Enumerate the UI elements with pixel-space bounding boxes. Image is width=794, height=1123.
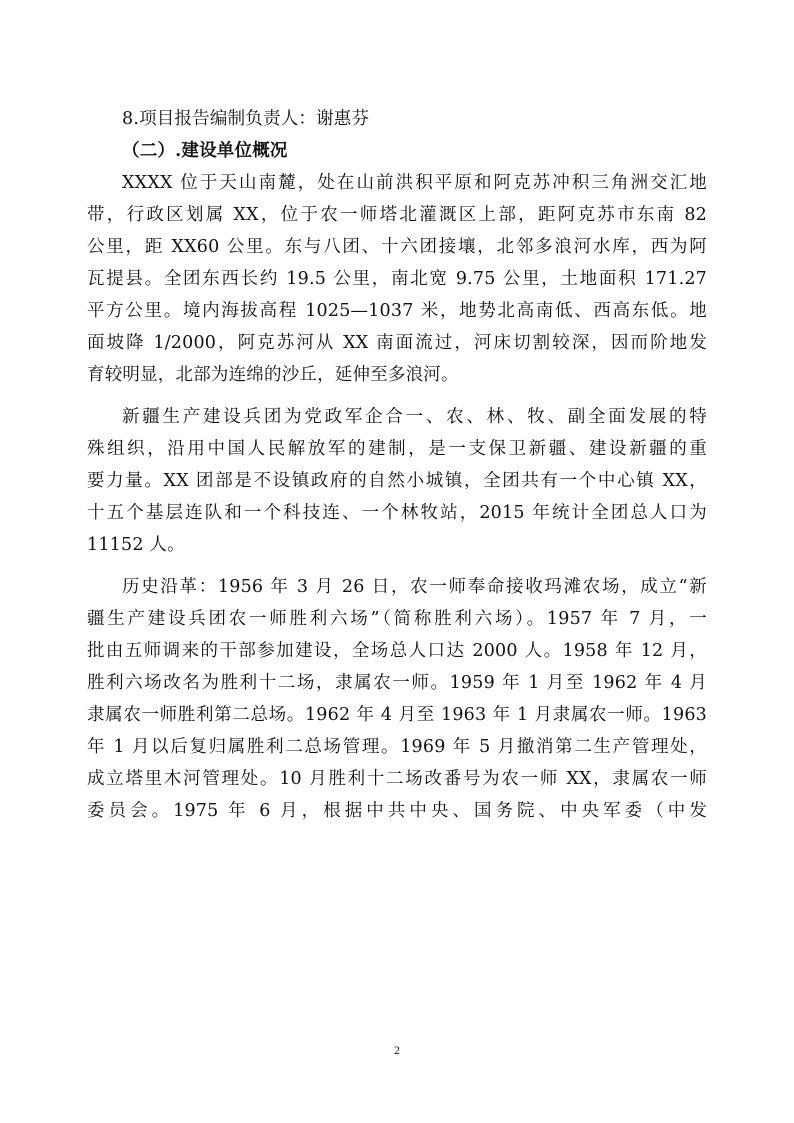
paragraph-line: 殊组织，沿用中国人民解放军的建制，是一支保卫新疆、建设新疆的重 — [87, 439, 707, 459]
paragraph-line: 历史沿革：1956 年 3 月 26 日，农一师奉命接收玛滩农场，成立“新 — [122, 577, 707, 597]
paragraph-line: 瓦提县。全团东西长约 19.5 公里，南北宽 9.75 公里，土地面积 171.27 — [87, 269, 707, 289]
paragraph-line: 胜利六场改名为胜利十二场，隶属农一师。1959 年 1 月至 1962 年 4 月 — [87, 673, 707, 693]
paragraph-location — [87, 167, 707, 391]
paragraph-line: 成立塔里木河管理处。10 月胜利十二场改番号为农一师 XX，隶属农一师 — [87, 769, 707, 789]
paragraph-line: 要力量。XX 团部是不设镇政府的自然小城镇，全团共有一个中心镇 XX， — [87, 471, 707, 491]
paragraph-line: 十五个基层连队和一个科技连、一个林牧站，2015 年统计全团总人口为 — [87, 503, 707, 523]
paragraph-history — [87, 571, 707, 827]
paragraph-line: 平方公里。境内海拔高程 1025—1037 米，地势北高南低、西高东低。地 — [87, 301, 707, 321]
paragraph-line: 疆生产建设兵团农一师胜利六场”（简称胜利六场）。1957 年 7 月，一 — [87, 609, 707, 629]
paragraph-line: 隶属农一师胜利第二总场。1962 年 4 月至 1963 年 1 月隶属农一师。1963 — [87, 705, 707, 725]
paragraph-organization — [87, 401, 707, 561]
item-8-responsible-person: 8.项目报告编制负责人：谢惠芬 — [122, 109, 370, 129]
paragraph-line: 带，行政区划属 XX，位于农一师塔北灌溉区上部，距阿克苏市东南 82 — [87, 205, 707, 225]
paragraph-line: 年 1 月以后复归属胜利二总场管理。1969 年 5 月撤消第二生产管理处， — [87, 737, 707, 757]
paragraph-line: 育较明显，北部为连绵的沙丘，延伸至多浪河。 — [87, 365, 459, 385]
page-number: 2 — [394, 1043, 400, 1057]
paragraph-line: 11152 人。 — [87, 535, 185, 555]
paragraph-line: 面坡降 1/2000，阿克苏河从 XX 南面流过，河床切割较深，因而阶地发 — [87, 333, 707, 353]
section-heading: （二）.建设单位概况 — [122, 141, 288, 161]
paragraph-line: 新疆生产建设兵团为党政军企合一、农、林、牧、副全面发展的特 — [122, 407, 707, 427]
document-body — [87, 103, 707, 827]
paragraph-line: 委员会。1975 年 6 月，根据中共中央、国务院、中央军委（中发 — [87, 801, 707, 821]
paragraph-line: XXXX 位于天山南麓，处在山前洪积平原和阿克苏冲积三角洲交汇地 — [122, 173, 707, 193]
paragraph-line: 批由五师调来的干部参加建设，全场总人口达 2000 人。1958 年 12 月， — [87, 641, 707, 661]
paragraph-line: 公里，距 XX60 公里。东与八团、十六团接壤，北邻多浪河水库，西为阿 — [87, 237, 707, 257]
